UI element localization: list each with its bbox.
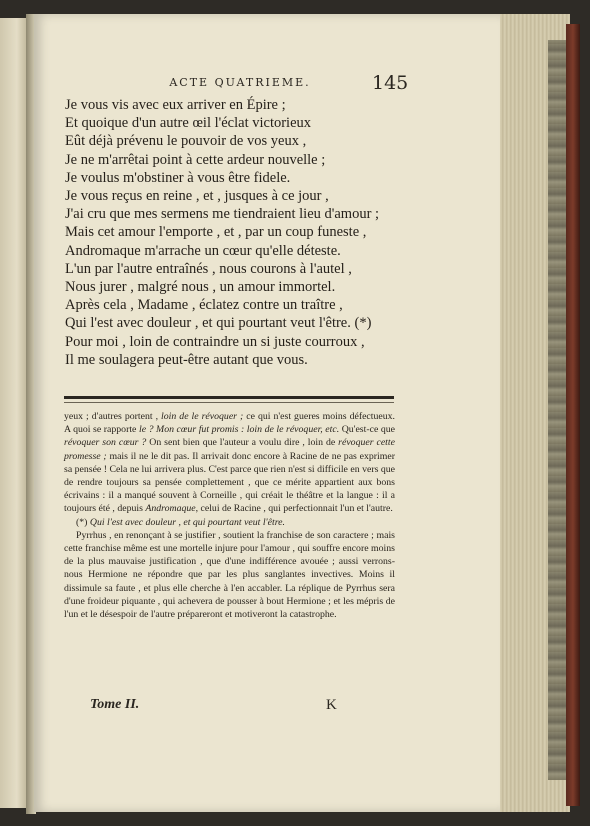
verse-block — [65, 96, 465, 369]
note-text-run: Qu'est-ce que — [339, 424, 396, 436]
note-text-run: ce qui n'est gueres moins défectueux. A quoi se rapporte — [64, 411, 395, 436]
verse-line: Il me soulagera peut-être autant que vous. — [65, 351, 308, 368]
verse-line: Je vous reçus en reine , et , jusques à ce jour , — [65, 188, 329, 205]
note-paragraph-2 — [64, 516, 395, 529]
note-text-run: On sent bien que l'auteur a voulu dire , loin de — [146, 437, 339, 449]
verse-line: Andromaque m'arrache un cœur qu'elle déteste. — [65, 242, 341, 259]
signature-mark: K — [326, 697, 337, 713]
previous-page-edge — [0, 18, 28, 808]
verse-line: Mais cet amour l'emporte , et , par un coup funeste , — [65, 224, 367, 241]
note-paragraph-1 — [64, 410, 395, 516]
note-italic-run: loin de le révoquer ; — [161, 411, 244, 422]
running-head: ACTE QUATRIEME. — [169, 76, 311, 89]
verse-line: Je ne m'arrêtai point à cette ardeur nouvelle ; — [65, 151, 326, 168]
note-text-run: yeux ; d'autres portent , — [64, 411, 162, 422]
note-italic-run: révoquer cette promesse ; — [64, 437, 395, 462]
volume-label: Tome II. — [90, 697, 140, 712]
verse-line: Et quoique d'un autre œil l'éclat victorieux — [65, 115, 312, 132]
verse-line: L'un par l'autre entraînés , nous courons à l'autel , — [65, 260, 352, 277]
note-text-run: , celui de Racine , qui perfectionnait l'un et l'autre. — [195, 503, 393, 515]
note-text-run: Pyrrhus , en renonçant à se justifier , soutient la franchise de son caractere ; mais cette franchise même est une mortelle injure pour l'amour , qui souffre encore moins de la plus mauvaise justification , que d'une indifférence avouée ; aussi verrons-nous Hermione ne répondre que par les plus sanglantes invectives. Moins il dissimule sa faute , et plus elle cherche à l'en accabler. La réplique de Pyrrhus sera d'une froideur piquante , qui achevera de pousser à bout Hermione ; et les mépris de l'un et le désespoir de l'autre prépareront et motiveront la catastrophe. — [64, 529, 395, 621]
separator-rule-thin — [64, 402, 394, 403]
commentary-notes — [64, 410, 395, 621]
verse-line: Pour moi , loin de contraindre un si juste courroux , — [65, 333, 365, 350]
verse-line: Je vous vis avec eux arriver en Épire ; — [65, 97, 286, 113]
book-cover-edge — [566, 24, 580, 806]
note-italic-run: révoquer son cœur ? — [64, 437, 147, 449]
verse-line: Nous jurer , malgré nous , un amour immortel. — [65, 279, 336, 296]
verse-line: Eût déjà prévenu le pouvoir de vos yeux , — [65, 133, 307, 150]
note-italic-run: le ? Mon cœur fut promis : loin de le révoquer, etc. — [138, 424, 340, 436]
page-number: 145 — [372, 72, 409, 94]
note-text-run: mais il ne le dit pas. Il arrivait donc encore à Racine de ne pas exprimer sa pensée ! Cela ne lui arrivera plus. C'est parce que rien n'est si difficile en vers que de rendre toujours sa pensée complettement , que ce mérite appartient aux bons écrivains : il a manqué souvent à Corneille , qui créait le théâtre et la langue : il a toujours été , depuis — [64, 450, 396, 515]
separator-rule — [64, 396, 394, 399]
note-paragraph-3 — [64, 529, 395, 621]
verse-line: Après cela , Madame , éclatez contre un traître , — [65, 297, 343, 314]
note-italic-run: Andromaque — [145, 503, 196, 515]
note-italic-run: Qui l'est avec douleur , et qui pourtant veut l'être. — [89, 516, 285, 528]
note-text-run: (*) — [76, 516, 90, 528]
verse-line: Qui l'est avec douleur , et qui pourtant veut l'être. (*) — [65, 315, 372, 332]
verse-line: Je voulus m'obstiner à vous être fidele. — [65, 169, 291, 186]
verse-line: J'ai cru que mes sermens me tiendraient lieu d'amour ; — [65, 206, 380, 223]
